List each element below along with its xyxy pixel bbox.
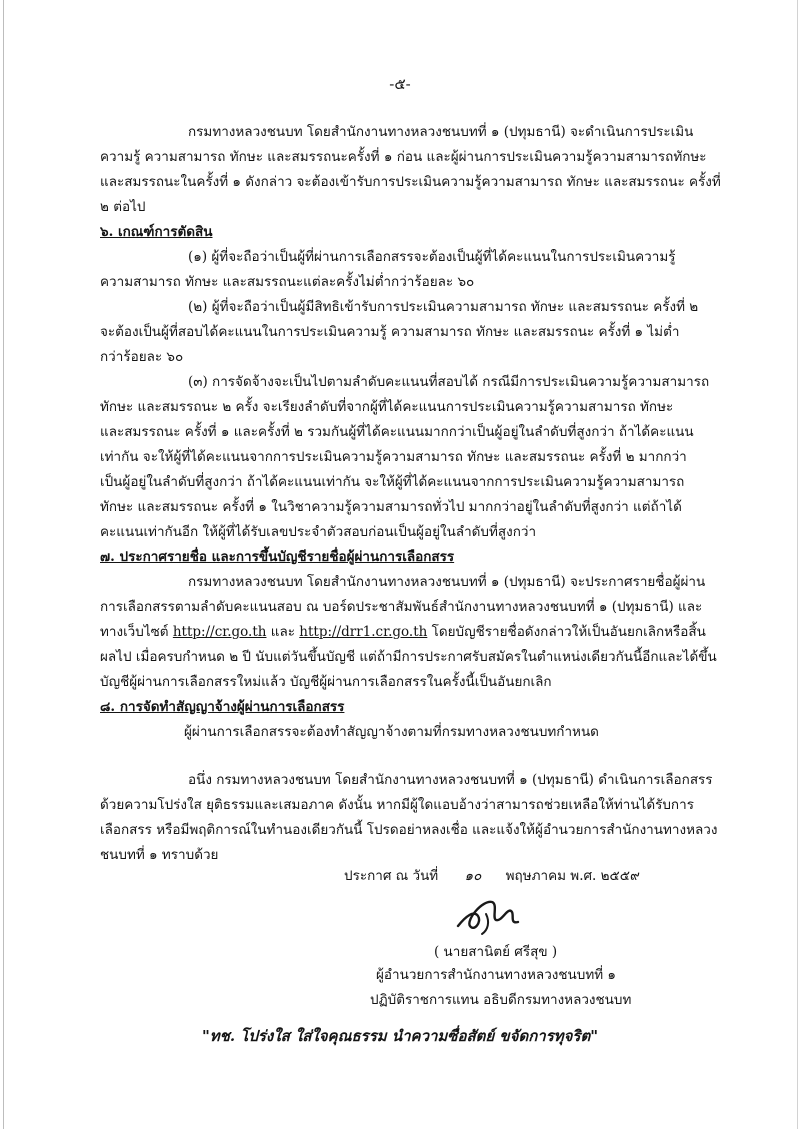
closing-line: เลือกสรร หรือมีพฤติการณ์ในทำนองเดียวกันนี้ โปรดอย่าหลงเชื่อ และแจ้งให้ผู้อำนวยการสำนักงานทางหลวง — [100, 822, 718, 838]
conjunction-text: และ — [270, 624, 300, 640]
criteria-line: (๑) ผู้ที่จะถือว่าเป็นผู้ที่ผ่านการเลือกสรรจะต้องเป็นผู้ที่ได้คะแนนในการประเมินความรู้ — [188, 249, 676, 265]
section-6-heading — [100, 220, 728, 245]
announcement-line: กรมทางหลวงชนบท โดยสำนักงานทางหลวงชนบทที่ ๑ (ปทุมธานี) จะประกาศรายชื่อผู้ผ่าน — [188, 574, 706, 590]
date-month-year: พฤษภาคม พ.ศ. ๒๕๕๙ — [505, 868, 640, 884]
intro-line: ความรู้ ความสามารถ ทักษะ และสมรรถนะครั้งที่ ๑ ก่อน และผู้ผ่านการประเมินความรู้ความสามารถทักษะ — [100, 149, 707, 165]
section-heading: ๖. เกณฑ์การตัดสิน — [100, 224, 213, 240]
announcement-date — [344, 864, 650, 886]
section-7-heading — [100, 545, 728, 570]
announcement-line: บัญชีผู้ผ่านการเลือกสรรใหม่แล้ว บัญชีผู้ผ่านการเลือกสรรในครั้งนี้เป็นอันยกเลิก — [100, 674, 552, 690]
contract-line: ผู้ผ่านการเลือกสรรจะต้องทำสัญญาจ้างตามที่กรมทางหลวงชนบทกำหนด — [184, 724, 599, 740]
criteria-line: เป็นผู้อยู่ในลำดับที่สูงกว่า ถ้าได้คะแนนเท่ากัน จะให้ผู้ที่ได้คะแนนจากการประเมินความรู้ความสามารถ — [100, 474, 685, 490]
closing-line: ด้วยความโปร่งใส ยุติธรรมและเสมอภาค ดังนั้น หากมีผู้ใดแอบอ้างว่าสามารถช่วยเหลือให้ท่านได้รับการ — [100, 797, 694, 813]
criteria-line: จะต้องเป็นผู้ที่สอบได้คะแนนในการประเมินความรู้ ความสามารถ ทักษะ และสมรรถนะ ครั้งที่ ๑ ไม่ต่ำ — [100, 324, 680, 340]
section-7 — [100, 545, 728, 695]
section-8 — [100, 695, 728, 745]
intro-line: และสมรรถนะในครั้งที่ ๑ ดังกล่าว จะต้องเข้ารับการประเมินความรู้ความสามารถ ทักษะ และสมรรถนะ ครั้งที่ — [100, 174, 721, 190]
slogan: "ทช. โปร่งใส ใส่ใจคุณธรรม นำความซื่อสัตย์ ขจัดการทุจริต" — [201, 1027, 599, 1045]
date-day: ๑๐ — [464, 868, 482, 884]
closing-line: ชนบทที่ ๑ ทราบด้วย — [100, 847, 219, 863]
signer-acting-for: ปฏิบัติราชการแทน อธิบดีกรมทางหลวงชนบท — [370, 992, 632, 1008]
closing-line: อนึ่ง กรมทางหลวงชนบท โดยสำนักงานทางหลวงชนบทที่ ๑ (ปทุมธานี) ดำเนินการเลือกสรร — [188, 772, 713, 788]
scan-edge-right — [797, 0, 798, 1129]
section-heading: ๘. การจัดทำสัญญาจ้างผู้ผ่านการเลือกสรร — [100, 699, 345, 715]
closing-paragraph — [100, 768, 728, 868]
announcement-line — [100, 620, 728, 645]
page-number: -๕- — [389, 75, 411, 93]
intro-paragraph — [100, 120, 728, 220]
criteria-line: ความสามารถ ทักษะ และสมรรถนะแต่ละครั้งไม่ต่ำกว่าร้อยละ ๖๐ — [100, 274, 475, 290]
signer-title: ผู้อำนวยการสำนักงานทางหลวงชนบทที่ ๑ — [376, 967, 616, 983]
criteria-line: ทักษะ และสมรรถนะ ครั้งที่ ๑ ในวิชาความรู้ความสามารถทั่วไป มากกว่าอยู่ในลำดับที่สูงกว่า แต่ถ้าได้ — [100, 499, 682, 515]
announcement-text: โดยบัญชีรายชื่อดังกล่าวให้เป็นอันยกเลิกหรือสิ้น — [431, 624, 706, 640]
section-6 — [100, 220, 728, 545]
criteria-line: และสมรรถนะ ครั้งที่ ๑ และครั้งที่ ๒ รวมกันผู้ที่ได้คะแนนมากกว่าเป็นผู้อยู่ในลำดับที่สูงกว่า ถ้าได้คะแนน — [100, 424, 694, 440]
website-label: ทางเว็บไซต์ — [100, 624, 173, 640]
signer-name: ( นายสานิตย์ ศรีสุข ) — [434, 944, 558, 960]
website-link-drr1[interactable]: http://drr1.cr.go.th — [299, 624, 428, 640]
criteria-line: คะแนนเท่ากันอีก ให้ผู้ที่ได้รับเลขประจำตัวสอบก่อนเป็นผู้อยู่ในลำดับที่สูงกว่า — [100, 524, 537, 540]
section-8-heading — [100, 695, 728, 720]
handwritten-signature — [452, 892, 524, 936]
date-prefix: ประกาศ ณ วันที่ — [344, 868, 439, 884]
announcement-line: การเลือกสรรตามลำดับคะแนนสอบ ณ บอร์ดประชาสัมพันธ์สำนักงานทางหลวงชนบทที่ ๑ (ปทุมธานี) และ — [100, 599, 703, 615]
criteria-line: เท่ากัน จะให้ผู้ที่ได้คะแนนจากการประเมินความรู้ความสามารถ ทักษะ และสมรรถนะ ครั้งที่ ๒ มากกว่า — [100, 449, 687, 465]
website-link-cr[interactable]: http://cr.go.th — [172, 624, 267, 640]
intro-line: ๒ ต่อไป — [100, 199, 146, 215]
criteria-line: (๓) การจัดจ้างจะเป็นไปตามลำดับคะแนนที่สอบได้ กรณีมีการประเมินความรู้ความสามารถ — [188, 374, 710, 390]
criteria-line: (๒) ผู้ที่จะถือว่าเป็นผู้มีสิทธิเข้ารับการประเมินความสามารถ ทักษะ และสมรรถนะ ครั้งที่ ๒ — [188, 299, 699, 315]
criteria-line: กว่าร้อยละ ๖๐ — [100, 349, 184, 365]
scan-edge-left — [3, 0, 4, 1129]
announcement-line: ผลไป เมื่อครบกำหนด ๒ ปี นับแต่วันขึ้นบัญชี แต่ถ้ามีการประกาศรับสมัครในตำแหน่งเดียวกันนี้อีกและได้ขึ้น — [100, 649, 717, 665]
intro-line: กรมทางหลวงชนบท โดยสำนักงานทางหลวงชนบทที่ ๑ (ปทุมธานี) จะดำเนินการประเมิน — [188, 124, 694, 140]
criteria-line: ทักษะ และสมรรถนะ ๒ ครั้ง จะเรียงลำดับที่จากผู้ที่ได้คะแนนการประเมินความรู้ความสามารถ ทักษะ — [100, 399, 674, 415]
section-heading: ๗. ประกาศรายชื่อ และการขึ้นบัญชีรายชื่อผู้ผ่านการเลือกสรร — [100, 549, 455, 565]
